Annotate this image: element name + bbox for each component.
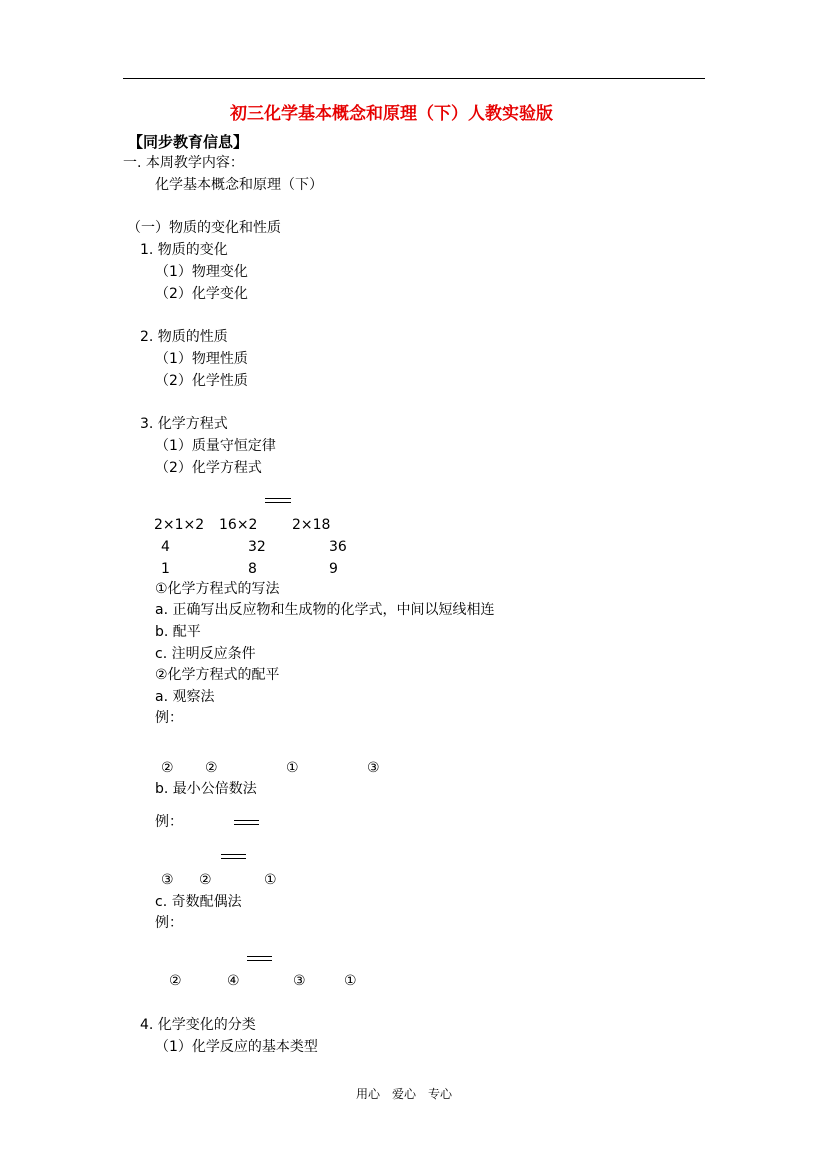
mass-cell: 16×2 (219, 517, 258, 533)
text-line: c. 奇数配偶法 (155, 894, 242, 910)
coefficient: ① (344, 973, 357, 989)
text-line: （2）化学方程式 (155, 460, 262, 476)
text-line: a. 正确写出反应物和生成物的化学式，中间以短线相连 (155, 602, 495, 618)
mass-cell: 36 (329, 539, 347, 555)
text-line: 1. 物质的变化 (140, 242, 228, 258)
section-heading: 【同步教育信息】 (128, 133, 249, 151)
coefficient: ① (264, 872, 277, 888)
text-line: （1）化学反应的基本类型 (155, 1039, 318, 1055)
page-footer: 用心 爱心 专心 (356, 1087, 453, 1101)
coefficient: ② (199, 872, 212, 888)
equals-sign (265, 498, 291, 503)
text-line: （2）化学变化 (155, 286, 248, 302)
text-line: ②化学方程式的配平 (155, 667, 280, 683)
mass-cell: 32 (248, 539, 266, 555)
text-line: （1）质量守恒定律 (155, 438, 276, 454)
mass-cell: 1 (161, 561, 170, 577)
coefficient: ④ (227, 973, 240, 989)
text-line: （2）化学性质 (155, 373, 248, 389)
text-line: ①化学方程式的写法 (155, 581, 280, 597)
header-rule (123, 78, 705, 79)
text-line: 4. 化学变化的分类 (140, 1017, 256, 1033)
equals-sign (247, 956, 272, 961)
equals-sign (221, 854, 246, 859)
text-line: （1）物理性质 (155, 351, 248, 367)
coefficient: ③ (161, 872, 174, 888)
text-line: c. 注明反应条件 (155, 646, 256, 662)
coefficient: ③ (293, 973, 306, 989)
coefficient: ② (169, 973, 182, 989)
document-title: 初三化学基本概念和原理（下）人教实验版 (230, 104, 553, 124)
mass-cell: 8 (248, 561, 257, 577)
equals-sign (234, 820, 259, 825)
text-line: 例： (155, 814, 183, 830)
text-line: 例： (155, 710, 183, 726)
text-line: 3. 化学方程式 (140, 416, 228, 432)
mass-cell: 9 (329, 561, 338, 577)
coefficient: ② (161, 760, 174, 776)
mass-cell: 2×18 (292, 517, 331, 533)
coefficient: ① (286, 760, 299, 776)
mass-cell: 4 (161, 539, 170, 555)
text-line: a. 观察法 (155, 689, 215, 705)
text-line: 化学基本概念和原理（下） (155, 177, 323, 193)
text-line: b. 配平 (155, 624, 201, 640)
text-line: （一）物质的变化和性质 (127, 220, 281, 236)
coefficient: ③ (367, 760, 380, 776)
text-line: 一. 本周教学内容： (123, 155, 244, 171)
text-line: 例： (155, 915, 183, 931)
coefficient: ② (205, 760, 218, 776)
text-line: （1）物理变化 (155, 264, 248, 280)
text-line: 2. 物质的性质 (140, 329, 228, 345)
mass-cell: 2×1×2 (154, 517, 205, 533)
text-line: b. 最小公倍数法 (155, 781, 257, 797)
